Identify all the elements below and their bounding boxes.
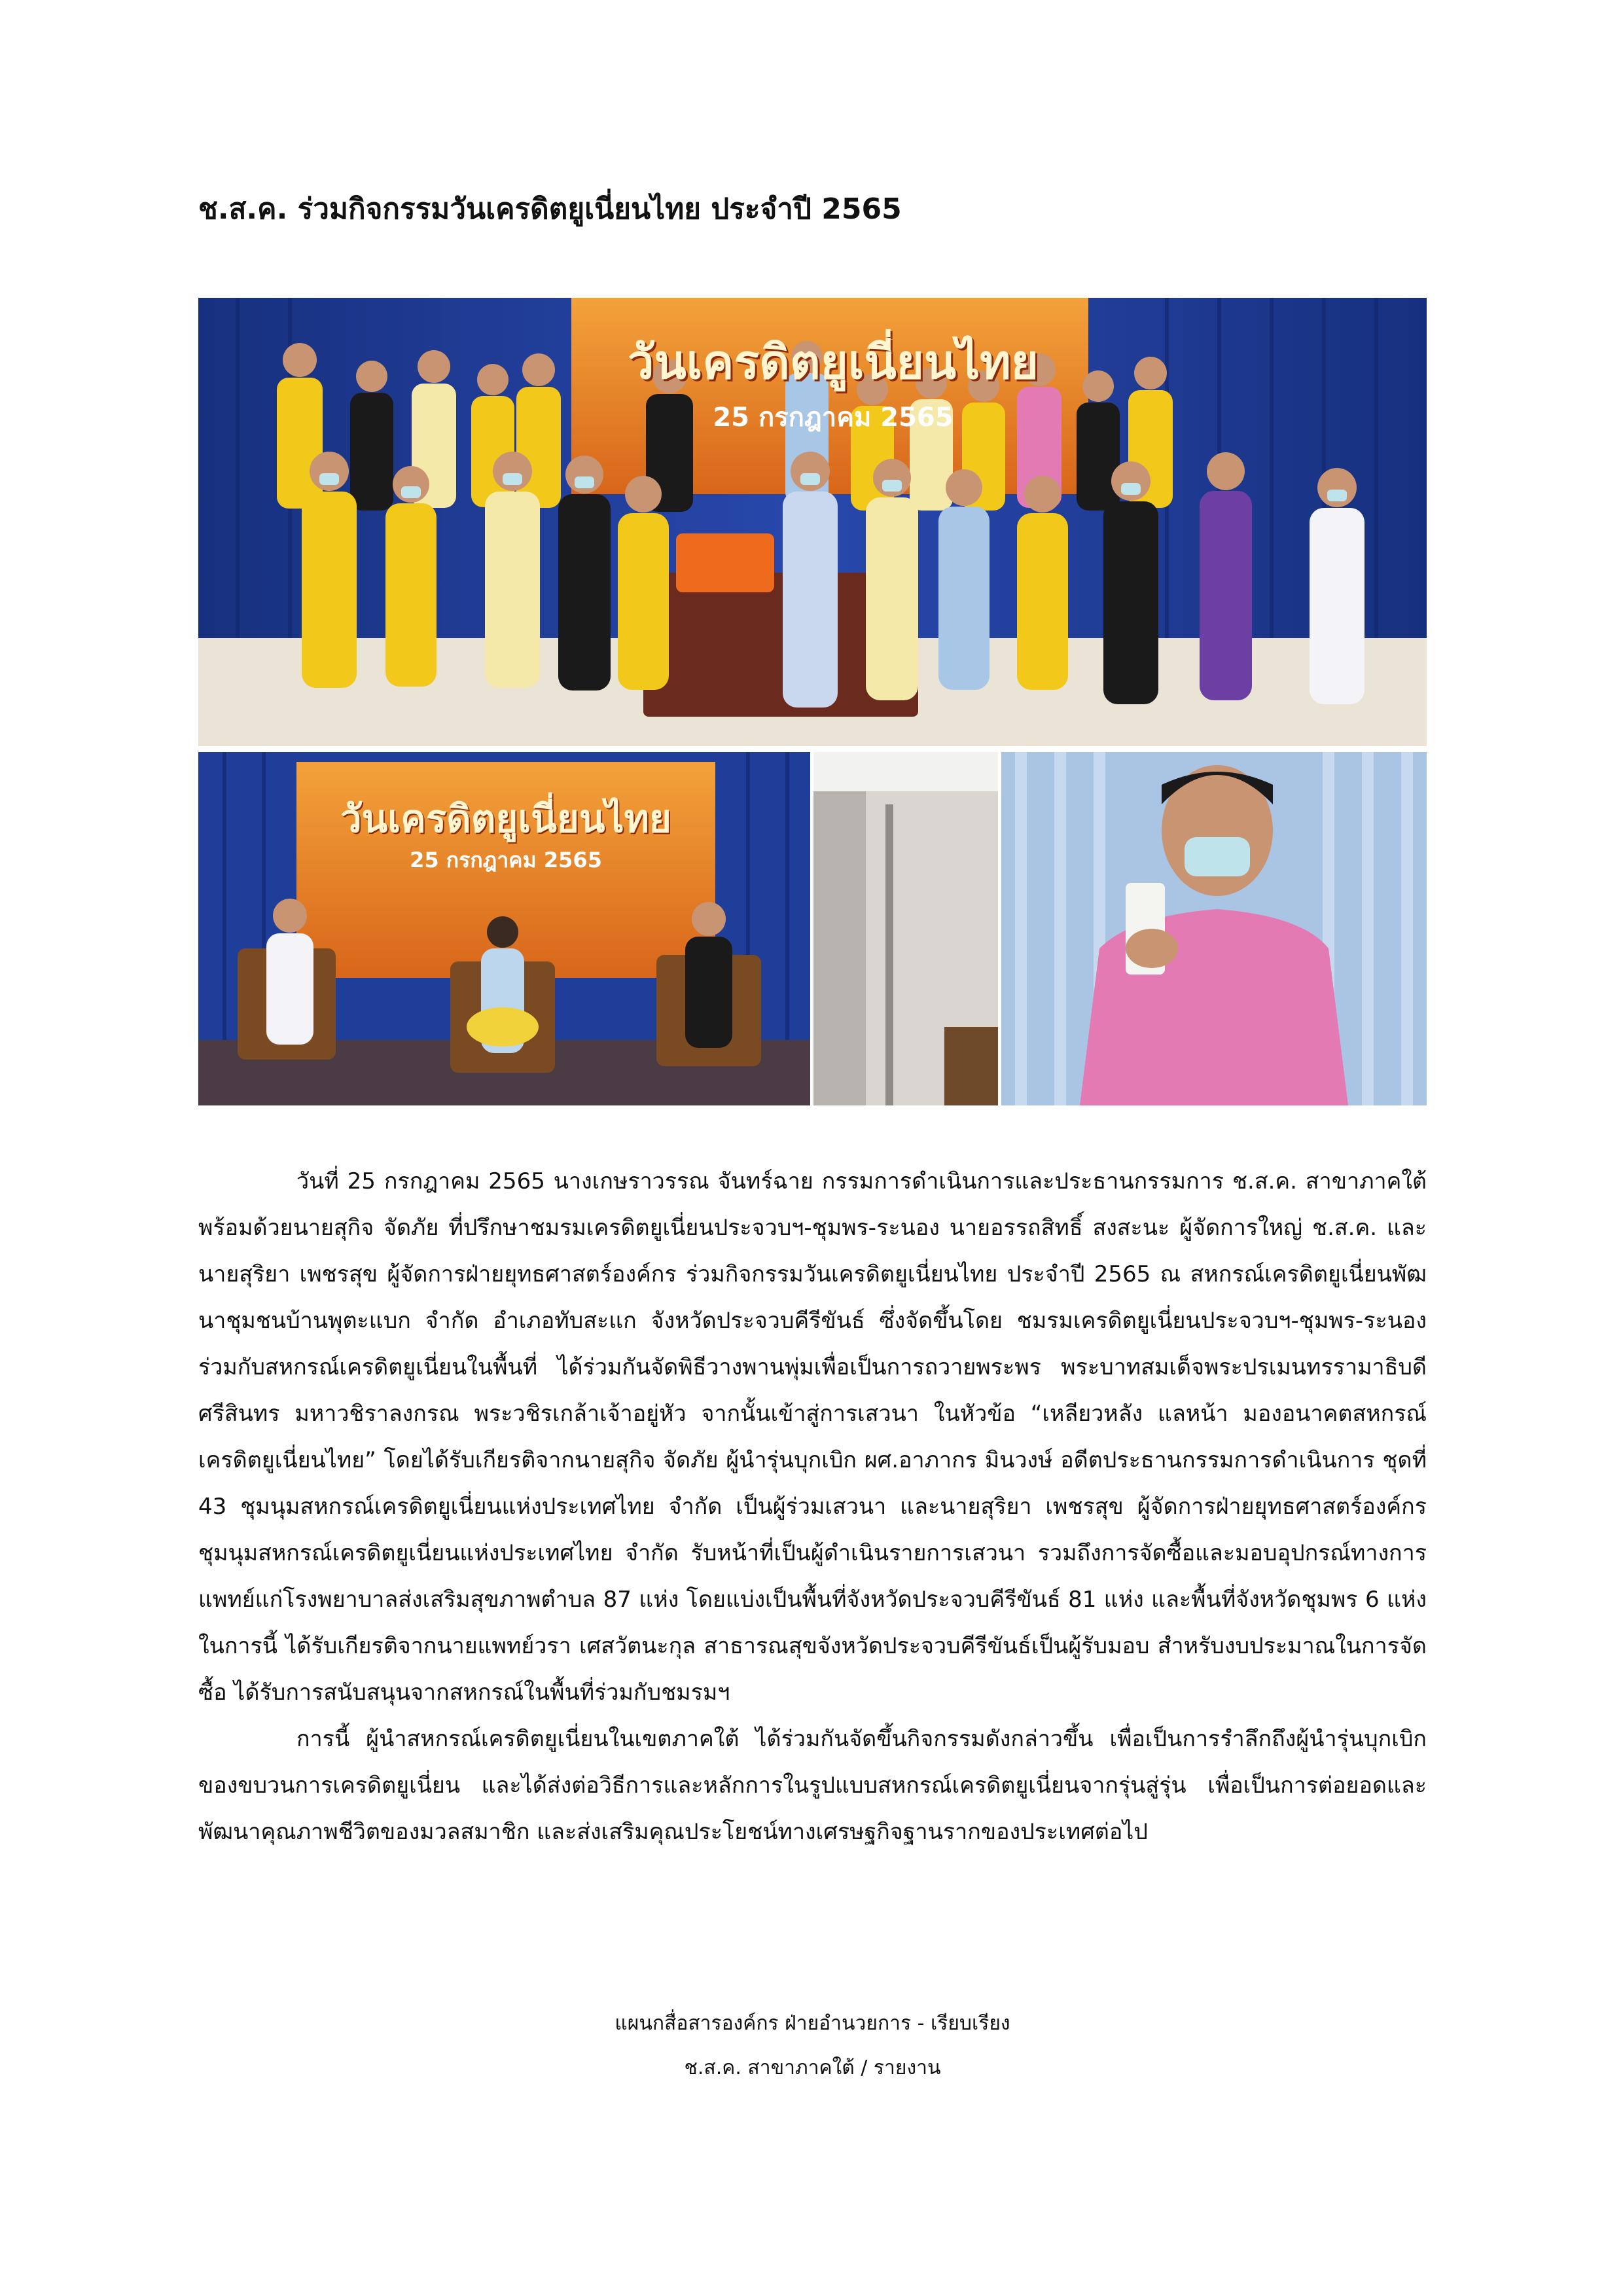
banner-heading: วันเครดิตยูเนี่ยนไทย	[628, 334, 1039, 389]
article-body	[198, 1158, 1427, 1856]
footer-credit-reporter: ช.ส.ค. สาขาภาคใต้ / รายงาน	[684, 2056, 941, 2079]
seminar-photo	[198, 752, 810, 1105]
page-title: ช.ส.ค. ร่วมกิจกรรมวันเครดิตยูเนี่ยนไทย ประจำปี 2565	[198, 192, 902, 226]
seminar-banner-date: 25 กรกฎาคม 2565	[410, 848, 602, 872]
room-photo	[813, 752, 998, 1105]
footer-credit-editor: แผนกสื่อสารองค์กร ฝ่ายอำนวยการ - เรียบเรียง	[615, 2012, 1010, 2035]
banner-date: 25 กรกฎาคม 2565	[713, 403, 954, 433]
paragraph-2: การนี้ ผู้นำสหกรณ์เครดิตยูเนี่ยนในเขตภาคใต้ ได้ร่วมกันจัดขึ้นกิจกรรมดังกล่าวขึ้น เพื่อเป็นการรำลึกถึงผู้นำรุ่นบุกเบิกของขบวนการเครดิตยูเนี่ยน และได้ส่งต่อวิธีการและหลักการในรูปแบบสหกรณ์เครดิตยูเนี่ยนจากรุ่นสู่รุ่น เพื่อเป็นการต่อยอดและพัฒนาคุณภาพชีวิตของมวลสมาชิก และส่งเสริมคุณประโยชน์ทางเศรษฐกิจฐานรากของประเทศต่อไป	[198, 1726, 1427, 1845]
group-photo	[198, 298, 1427, 746]
seminar-banner-heading: วันเครดิตยูเนี่ยนไทย	[340, 797, 671, 841]
paragraph-1: วันที่ 25 กรกฎาคม 2565 นางเกษราวรรณ จันทร์ฉาย กรรมการดำเนินการและประธานกรรมการ ช.ส.ค. สาขาภาคใต้ พร้อมด้วยนายสุกิจ จัดภัย ที่ปรึกษาชมรมเครดิตยูเนี่ยนประจวบฯ-ชุมพร-ระนอง นายอรรถสิทธิ์ สงสะนะ ผู้จัดการใหญ่ ช.ส.ค. และนายสุริยา เพชรสุข ผู้จัดการฝ่ายยุทธศาสตร์องค์กร ร่วมกิจกรรมวันเครดิตยูเนี่ยนไทย ประจำปี 2565 ณ สหกรณ์เครดิตยูเนี่ยนพัฒนาชุมชนบ้านพุตะแบก จำกัด อำเภอทับสะแก จังหวัดประจวบคีรีขันธ์ ซึ่งจัดขึ้นโดย ชมรมเครดิตยูเนี่ยนประจวบฯ-ชุมพร-ระนอง ร่วมกับสหกรณ์เครดิตยูเนี่ยนในพื้นที่ ได้ร่วมกันจัดพิธีวางพานพุ่มเพื่อเป็นการถวายพระพร พระบาทสมเด็จพระปรเมนทรรามาธิบดีศรีสินทร มหาวชิราลงกรณ พระวชิรเกล้าเจ้าอยู่หัว จากนั้นเข้าสู่การเสวนา ในหัวข้อ “เหลียวหลัง แลหน้า มองอนาคตสหกรณ์เครดิตยูเนี่ยนไทย” โดยได้รับเกียรติจากนายสุกิจ จัดภัย ผู้นำรุ่นบุกเบิก ผศ.อาภากร มินวงษ์ อดีตประธานกรรมการดำเนินการ ชุดที่ 43 ชุมนุมสหกรณ์เครดิตยูเนี่ยนแห่งประเทศไทย จำกัด เป็นผู้ร่วมเสวนา และนายสุริยา เพชรสุข ผู้จัดการฝ่ายยุทธศาสตร์องค์กร ชุมนุมสหกรณ์เครดิตยูเนี่ยนแห่งประเทศไทย จำกัด รับหน้าที่เป็นผู้ดำเนินรายการเสวนา รวมถึงการจัดซื้อและมอบอุปกรณ์ทางการแพทย์แก่โรงพยาบาลส่งเสริมสุขภาพตำบล 87 แห่ง โดยแบ่งเป็นพื้นที่จังหวัดประจวบคีรีขันธ์ 81 แห่ง และพื้นที่จังหวัดชุมพร 6 แห่ง ในการนี้ ได้รับเกียรติจากนายแพทย์วรา เศสวัตนะกุล สาธารณสุขจังหวัดประจวบคีรีขันธ์เป็นผู้รับมอบ สำหรับงบประมาณในการจัดซื้อ ได้รับการสนับสนุนจากสหกรณ์ในพื้นที่ร่วมกับชมรมฯ	[198, 1168, 1427, 1706]
speaker-photo	[1001, 752, 1427, 1105]
